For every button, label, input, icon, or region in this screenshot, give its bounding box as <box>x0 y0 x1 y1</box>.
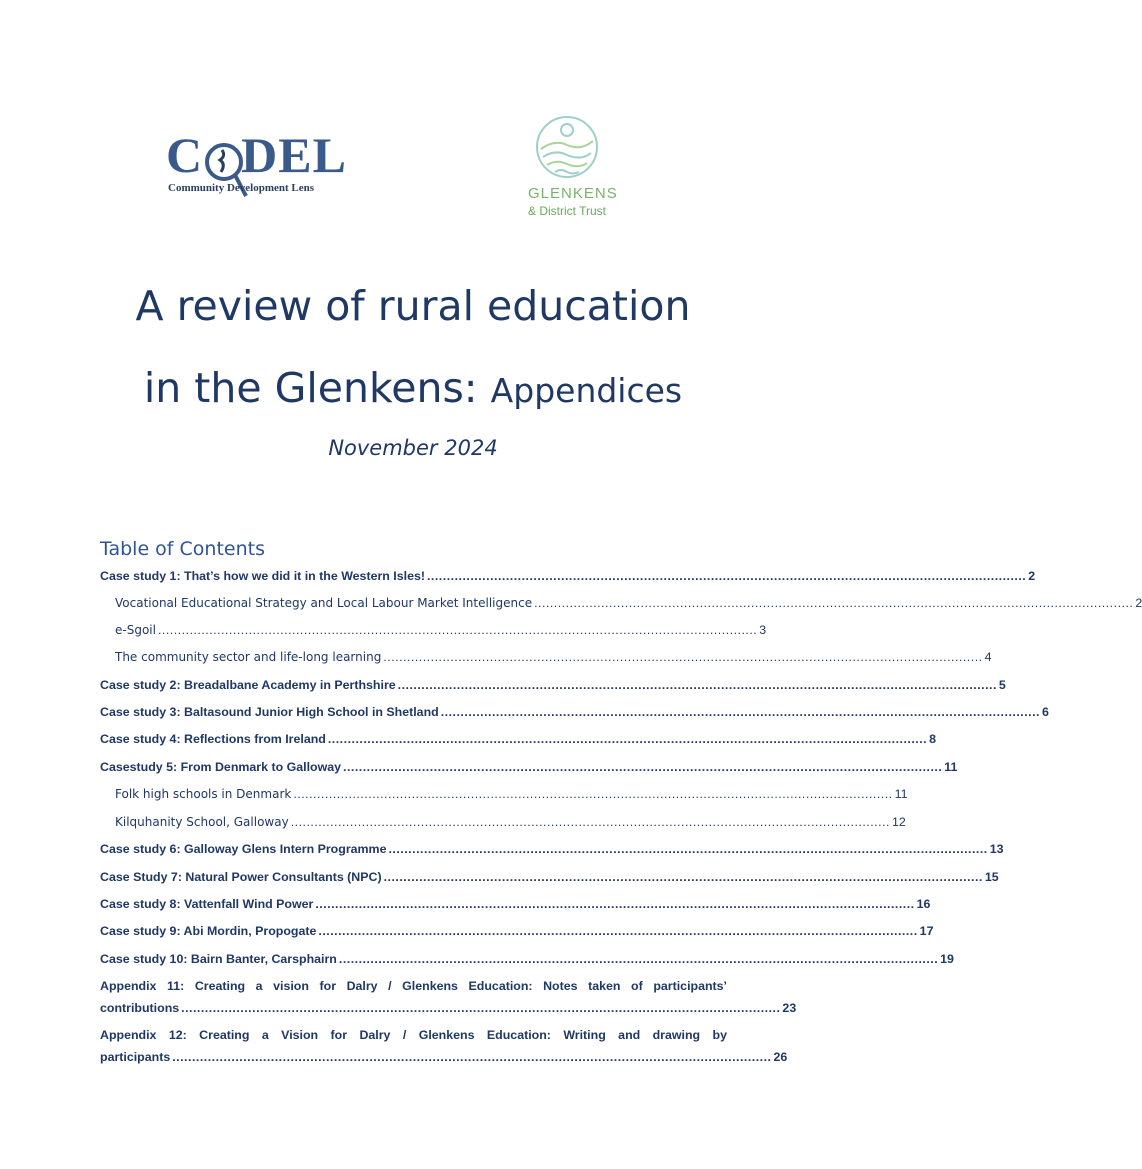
toc-entry[interactable]: Case Study 7: Natural Power Consultants (NPC) ........................................................................................................................................................ 15 <box>100 870 999 884</box>
toc-entry-line2: contributions ........................................................................................................................................................ 23 <box>100 1001 797 1015</box>
toc-entry[interactable]: e-Sgoil ........................................................................................................................................................ 3 <box>115 623 767 637</box>
page-title-line2 <box>0 364 826 412</box>
toc-entry[interactable]: Case study 6: Galloway Glens Intern Programme ........................................................................................................................................................ 13 <box>100 842 1004 856</box>
toc-entry[interactable]: Case study 8: Vattenfall Wind Power ........................................................................................................................................................ 16 <box>100 897 931 911</box>
glenkens-logo-name: GLENKENS <box>528 185 618 202</box>
toc-entry[interactable]: Folk high schools in Denmark ........................................................................................................................................................ 11 <box>115 787 908 801</box>
toc-entry[interactable]: Kilquhanity School, Galloway ........................................................................................................................................................ 12 <box>115 815 906 829</box>
toc-entry[interactable]: Casestudy 5: From Denmark to Galloway ........................................................................................................................................................ 11 <box>100 760 958 774</box>
glenkens-logo-subtitle: & District Trust <box>528 204 607 218</box>
glenkens-logo <box>525 115 625 225</box>
codel-logo-wordmark: C DEL <box>166 127 347 183</box>
page-title-main: in the Glenkens: <box>143 364 478 412</box>
logo-area <box>0 0 826 240</box>
document-date: November 2024 <box>328 436 498 460</box>
page-title-subtitle: Appendices <box>490 371 683 410</box>
toc-entry[interactable]: Case study 2: Breadalbane Academy in Perthshire ........................................................................................................................................................ 5 <box>100 678 1006 692</box>
toc-entry-line1: Appendix 12: Creating a Vision for Dalry / Glenkens Education: Writing and drawing by <box>100 1028 727 1042</box>
toc-entry[interactable]: Case study 4: Reflections from Ireland ........................................................................................................................................................ 8 <box>100 732 937 746</box>
codel-logo-subtitle: Community Development Lens <box>168 182 315 194</box>
toc-entry-line2: participants ........................................................................................................................................................ 26 <box>100 1050 788 1064</box>
toc-entry[interactable]: Vocational Educational Strategy and Local Labour Market Intelligence ........................................................................................................................................................ 2 <box>115 596 1142 610</box>
codel-logo <box>166 127 351 205</box>
toc-entry[interactable]: Case study 10: Bairn Banter, Carsphairn ........................................................................................................................................................ 19 <box>100 952 954 966</box>
toc-entry[interactable]: Case study 3: Baltasound Junior High School in Shetland ........................................................................................................................................................ 6 <box>100 705 1049 719</box>
page-title-line1: A review of rural education <box>135 282 691 330</box>
toc-entry[interactable]: The community sector and life-long learning ........................................................................................................................................................ 4 <box>115 650 992 664</box>
toc-entry-line1: Appendix 11: Creating a vision for Dalry / Glenkens Education: Notes taken of participants’ <box>100 979 727 993</box>
toc-entry[interactable]: Case study 9: Abi Mordin, Propogate ........................................................................................................................................................ 17 <box>100 924 934 938</box>
glenkens-emblem-icon <box>535 115 599 179</box>
toc-entry[interactable]: Case study 1: That’s how we did it in the Western Isles! ........................................................................................................................................................ 2 <box>100 569 1036 583</box>
toc-heading: Table of Contents <box>100 538 265 560</box>
